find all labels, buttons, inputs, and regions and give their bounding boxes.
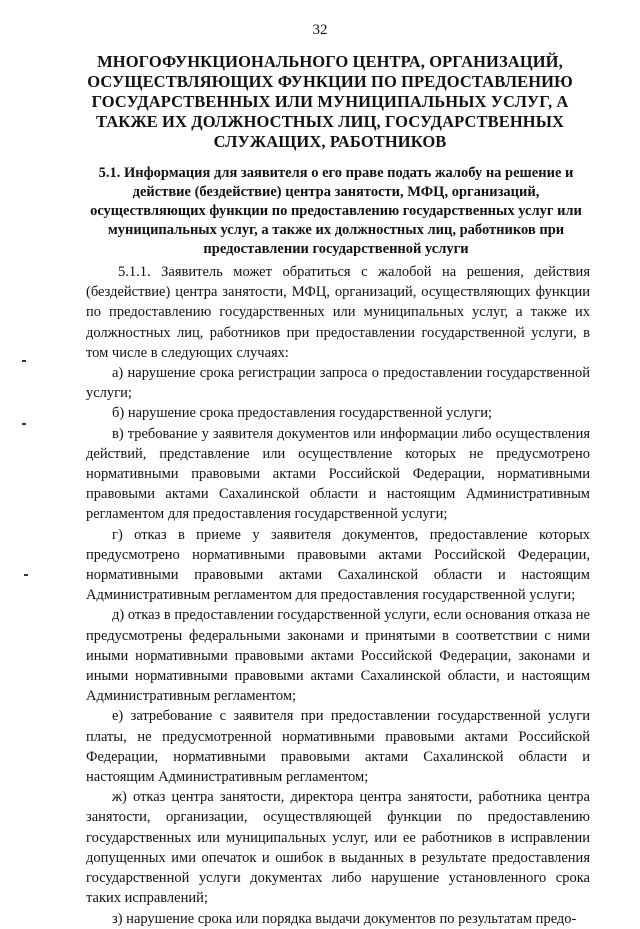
document-body — [86, 262, 590, 929]
paragraph-item-d: д) отказ в предоставлении государственной услуги, если основания отказа не предусмотрены федеральными законами и принятыми в соответствии с ними иными нормативными правовыми актами Российской Федерации, законами и иными нормативными правовыми актами Сахалинской области, и настоящим Административным регламентом; — [86, 607, 590, 705]
chapter-title: МНОГОФУНКЦИОНАЛЬНОГО ЦЕНТРА, ОРГАНИЗАЦИЙ, ОСУЩЕСТВЛЯЮЩИХ ФУНКЦИИ ПО ПРЕДОСТАВЛЕНИЮ ГОСУДАРСТВЕННЫХ ИЛИ МУНИЦИПАЛЬНЫХ УСЛУГ, А ТАКЖЕ ИХ ДОЛЖНОСТНЫХ ЛИЦ, ГОСУДАРСТВЕННЫХ СЛУЖАЩИХ, РАБОТНИКОВ — [87, 52, 573, 151]
section-title: 5.1. Информация для заявителя о его праве подать жалобу на решение и действие (бездействие) центра занятости, МФЦ, организаций, осуществляющих функции по предоставлению государственных услуг или муниципальных услуг, а также их должностных лиц, работников при предоставлении государственной услуги — [90, 165, 582, 257]
scan-mark — [22, 423, 26, 425]
paragraph-item-g: г) отказ в приеме у заявителя документов, предоставление которых предусмотрено нормативными правовыми актами Российской Федерации, нормативными правовыми актами Сахалинской области и настоящим Административным регламентом для предоставления государственной услуги; — [86, 526, 590, 604]
paragraph-intro: 5.1.1. Заявитель может обратиться с жалобой на решения, действия (бездействие) центра занятости, МФЦ, организаций, осуществляющих функции по предоставлению государственных или муниципальных услуг, а также их должностных лиц, работников при предоставлении государственной услуги, в том числе в следующих случаях: — [86, 264, 590, 361]
page-number: 32 — [312, 22, 328, 38]
scan-mark — [24, 574, 28, 576]
paragraph-item-v: в) требование у заявителя документов или информации либо осуществления действий, представление или осуществление которых не предусмотрено нормативными правовыми актами Российской Федерации, нормативными правовыми актами Сахалинской области и настоящим Административным регламентом для предоставления государственной услуги; — [86, 425, 590, 523]
paragraph-item-z: з) нарушение срока или порядка выдачи документов по результатам предо- — [112, 910, 577, 927]
paragraph-item-e: е) затребование с заявителя при предоставлении государственной услуги платы, не предусмотренной нормативными правовыми актами Российской Федерации, нормативными правовыми актами Сахалинской области и настоящим Административным регламентом; — [86, 708, 590, 786]
paragraph-item-a: а) нарушение срока регистрации запроса о предоставлении государственной услуги; — [86, 365, 590, 402]
paragraph-item-b: б) нарушение срока предоставления государственной услуги; — [112, 405, 492, 422]
scan-mark — [22, 360, 26, 362]
paragraph-item-zh: ж) отказ центра занятости, директора центра занятости, работника центра занятости, организации, осуществляющей функции по предоставлению государственных или муниципальных услуг, или ее работников в исправлении допущенных ими опечаток и ошибок в выданных в результате предоставления государственной услуги документах либо нарушение установленного срока таких исправлений; — [86, 789, 590, 907]
